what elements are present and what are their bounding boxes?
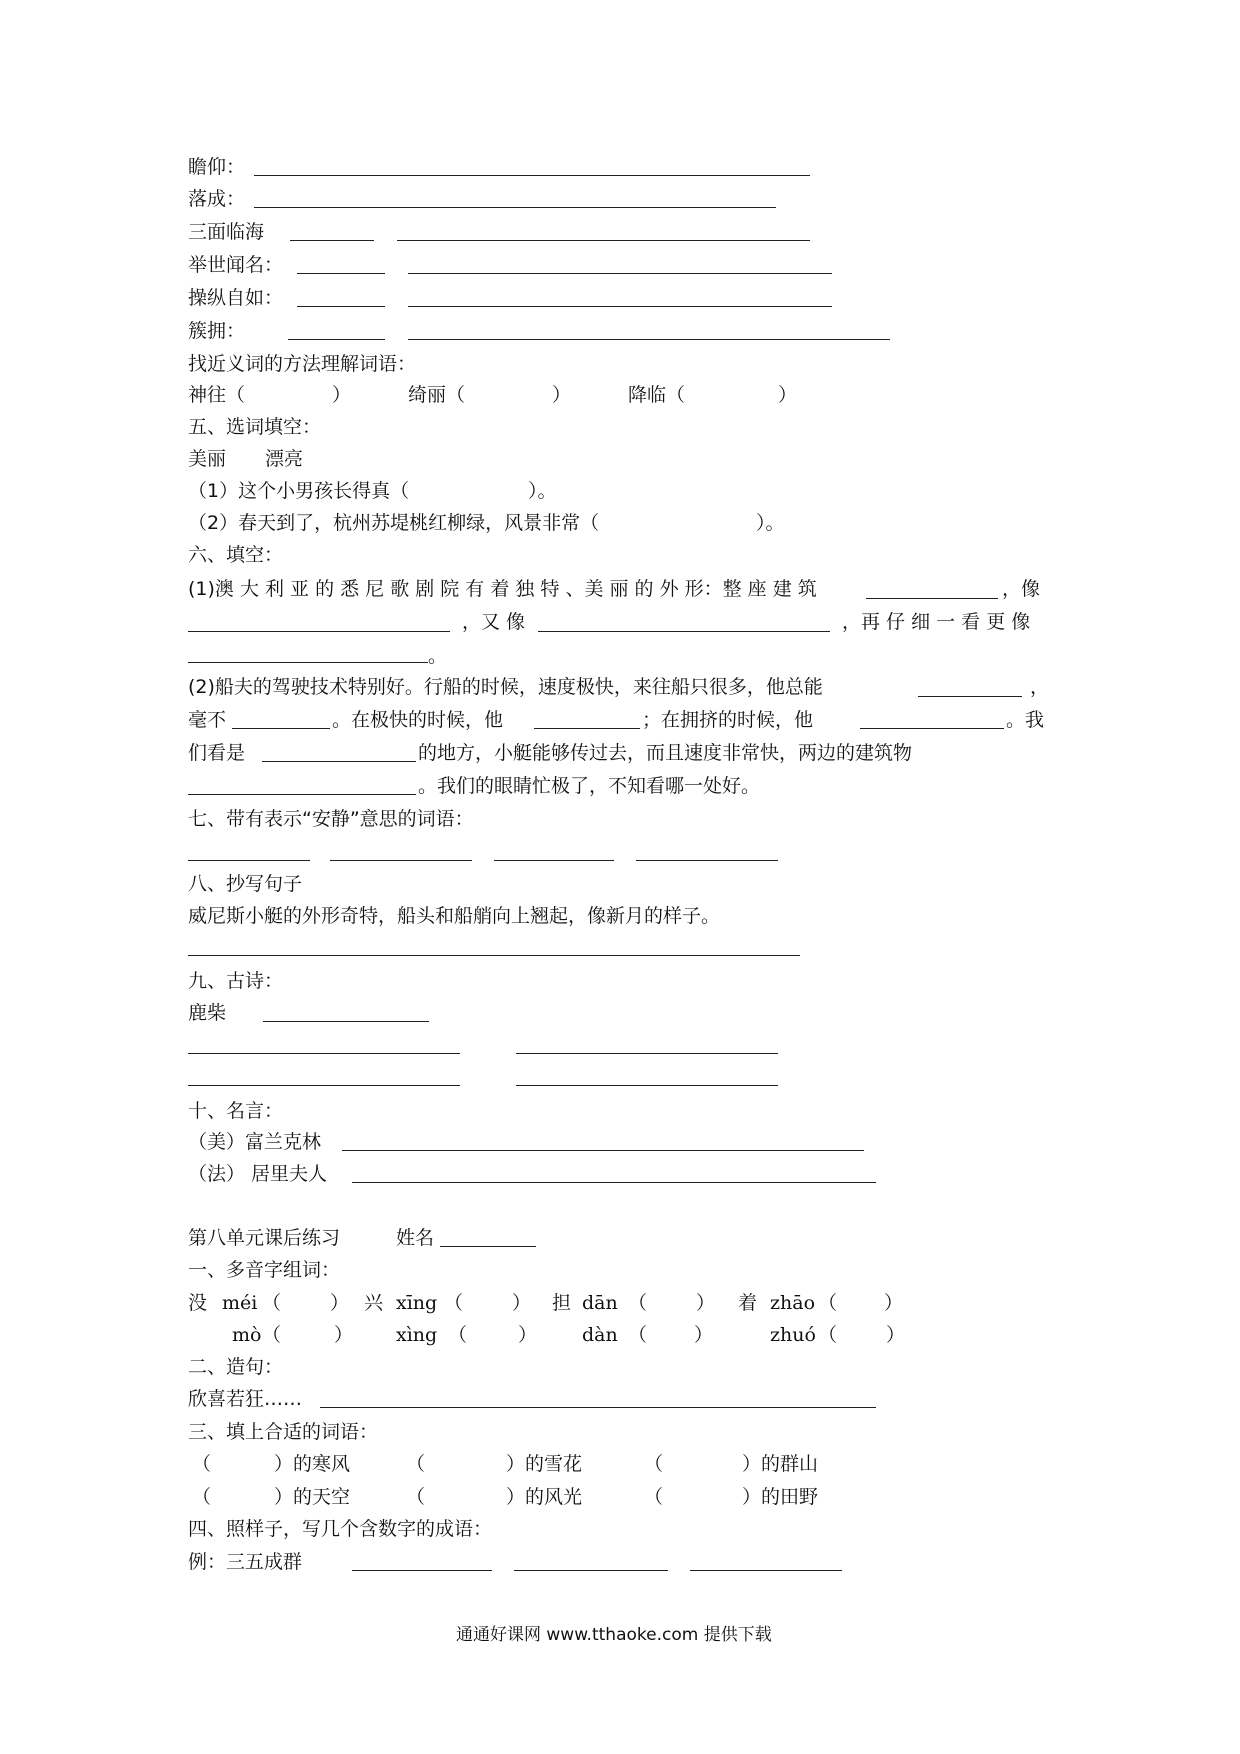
paren: ） (696, 1292, 716, 1314)
example-text: 例：三五成群 (188, 1551, 303, 1573)
blank-line[interactable] (534, 728, 640, 729)
paragraph-text: (1)澳 大 利 亚 的 悉 尼 歌 剧 院 有 着 独 特 、美 丽 的 外 形：整 座 建 筑 (188, 578, 817, 600)
section-heading: 十、名言： (188, 1100, 284, 1122)
paragraph-text: (2)船夫的驾驶技术特别好。行船的时候，速度极快，来往船只很多，他总能 (188, 676, 823, 698)
phrase-text: ）的雪花 (506, 1453, 583, 1475)
blank-line[interactable] (320, 1407, 876, 1408)
blank-line[interactable] (188, 631, 450, 632)
phrase-text: ）的天空 (274, 1486, 351, 1508)
paren: （ (406, 1486, 426, 1508)
blank-line[interactable] (636, 860, 778, 861)
blank-line[interactable] (408, 273, 832, 274)
paren: （ (644, 1486, 664, 1508)
pinyin-text: zhuó (770, 1324, 816, 1346)
blank-line[interactable] (860, 728, 1004, 729)
polyphone-char: 没 (188, 1292, 208, 1314)
paragraph-text: ， (1030, 676, 1050, 698)
phrase-text: ）的田野 (742, 1486, 819, 1508)
section-heading: 四、照样子，写几个含数字的成语： (188, 1518, 493, 1540)
phrase-text: ）的风光 (506, 1486, 583, 1508)
sentence-text: （1）这个小男孩长得真（ (188, 480, 410, 502)
blank-line[interactable] (918, 696, 1022, 697)
blank-line[interactable] (188, 1085, 460, 1086)
blank-line[interactable] (188, 860, 310, 861)
pinyin-text: xìng (396, 1324, 438, 1346)
blank-line[interactable] (188, 1053, 460, 1054)
quote-author: （法） 居里夫人 (188, 1163, 328, 1185)
section-heading: 二、造句： (188, 1356, 284, 1378)
polyphone-char: 着 (738, 1292, 758, 1314)
blank-line[interactable] (188, 794, 416, 795)
paragraph-text: ，再 仔 细 一 看 更 像 (842, 611, 1031, 633)
section-heading: 八、抄写句子 (188, 873, 303, 895)
sentence-word: 欣喜若狂…… (188, 1388, 303, 1410)
sentence-text: （2）春天到了，杭州苏堤桃红柳绿，风景非常（ (188, 512, 600, 534)
paragraph-text: 的地方，小艇能够传过去，而且速度非常快，两边的建筑物 (418, 742, 913, 764)
blank-line[interactable] (352, 1570, 492, 1571)
paren: （ (644, 1453, 664, 1475)
blank-line[interactable] (866, 598, 998, 599)
pinyin-text: mò (232, 1324, 262, 1346)
paragraph-text: 。在极快的时候，他 (332, 709, 504, 731)
vocab-label: 簇拥： (188, 320, 246, 342)
sentence-text: ）。 (528, 480, 557, 502)
section-heading: 九、古诗： (188, 970, 284, 992)
paren: （ (192, 1486, 212, 1508)
section-heading: 一、多音字组词： (188, 1259, 341, 1281)
paren: （ (818, 1292, 838, 1314)
blank-line[interactable] (352, 1182, 876, 1183)
vocab-label: 三面临海 (188, 221, 265, 243)
blank-line[interactable] (514, 1570, 668, 1571)
pinyin-text: dàn (582, 1324, 618, 1346)
section-heading: 六、填空： (188, 544, 284, 566)
quote-author: （美）富兰克林 (188, 1131, 322, 1153)
blank-line[interactable] (297, 273, 385, 274)
paragraph-text: 。我 (1006, 709, 1045, 731)
name-label: 姓名 (396, 1227, 435, 1249)
polyphone-char: 兴 (364, 1292, 384, 1314)
paren: （ (262, 1324, 282, 1346)
blank-line[interactable] (516, 1085, 778, 1086)
footer-text: 通通好课网 www.tthaoke.com 提供下载 (456, 1625, 772, 1645)
paragraph-text: ，像 (1002, 578, 1041, 600)
blank-line[interactable] (330, 860, 472, 861)
vocab-label: 落成： (188, 188, 246, 210)
paragraph-text: 们看是 (188, 742, 246, 764)
paren: （ (818, 1324, 838, 1346)
sentence-text: ）。 (756, 512, 785, 534)
synonym-paren: ） (332, 384, 352, 406)
pinyin-text: dān (582, 1292, 618, 1314)
paren: ） (884, 1292, 904, 1314)
blank-line[interactable] (254, 207, 776, 208)
blank-line[interactable] (342, 1150, 864, 1151)
vocab-label: 举世闻名： (188, 254, 284, 276)
paragraph-text: ，又 像 (462, 611, 526, 633)
vocab-label: 操纵自如： (188, 287, 284, 309)
blank-line[interactable] (397, 240, 810, 241)
blank-line[interactable] (494, 860, 614, 861)
paren: ） (330, 1292, 350, 1314)
pinyin-text: xīng (396, 1292, 438, 1314)
blank-line[interactable] (188, 955, 800, 956)
paren: （ (448, 1324, 468, 1346)
unit-title: 第八单元课后练习 (188, 1227, 341, 1249)
paren: （ (262, 1292, 282, 1314)
blank-line[interactable] (516, 1053, 778, 1054)
blank-line[interactable] (254, 175, 810, 176)
paren: （ (444, 1292, 464, 1314)
paren: （ (192, 1453, 212, 1475)
paren: ） (512, 1292, 532, 1314)
pinyin-text: zhāo (770, 1292, 816, 1314)
paragraph-text: 。 (428, 645, 448, 667)
word-choice: 美丽 (188, 448, 227, 470)
blank-line[interactable] (408, 306, 832, 307)
blank-line[interactable] (297, 306, 385, 307)
paren: ） (518, 1324, 538, 1346)
synonym-paren: ） (552, 384, 572, 406)
phrase-text: ）的群山 (742, 1453, 819, 1475)
synonym-item: 降临（ (628, 384, 686, 406)
paren: ） (334, 1324, 354, 1346)
synonym-heading: 找近义词的方法理解词语： (188, 353, 417, 375)
phrase-text: ）的寒风 (274, 1453, 351, 1475)
paren: ） (886, 1324, 906, 1346)
pinyin-text: méi (222, 1292, 258, 1314)
blank-line[interactable] (690, 1570, 842, 1571)
paren: （ (628, 1292, 648, 1314)
word-choice: 漂亮 (265, 448, 304, 470)
name-field[interactable] (440, 1246, 536, 1247)
section-heading: 五、选词填空： (188, 416, 322, 438)
paren: （ (406, 1453, 426, 1475)
blank-line[interactable] (232, 728, 330, 729)
blank-line[interactable] (188, 662, 428, 663)
paren: （ (628, 1324, 648, 1346)
section-heading: 七、带有表示“安静”意思的词语： (188, 808, 474, 830)
blank-line[interactable] (288, 339, 385, 340)
copy-sentence: 威尼斯小艇的外形奇特，船头和船艄向上翘起，像新月的样子。 (188, 905, 721, 927)
paren: ） (694, 1324, 714, 1346)
paragraph-text: ；在拥挤的时候，他 (642, 709, 814, 731)
synonym-item: 绮丽（ (408, 384, 466, 406)
blank-line[interactable] (262, 761, 416, 762)
vocab-label: 瞻仰： (188, 156, 246, 178)
synonym-paren: ） (778, 384, 798, 406)
poem-title: 鹿柴 (188, 1002, 227, 1024)
synonym-item: 神往（ (188, 384, 246, 406)
paragraph-text: 毫不 (188, 709, 227, 731)
blank-line[interactable] (263, 1021, 429, 1022)
paragraph-text: 。我们的眼睛忙极了，不知看哪一处好。 (418, 775, 761, 797)
blank-line[interactable] (290, 240, 374, 241)
blank-line[interactable] (538, 631, 830, 632)
section-heading: 三、填上合适的词语： (188, 1421, 379, 1443)
polyphone-char: 担 (552, 1292, 572, 1314)
blank-line[interactable] (408, 339, 890, 340)
